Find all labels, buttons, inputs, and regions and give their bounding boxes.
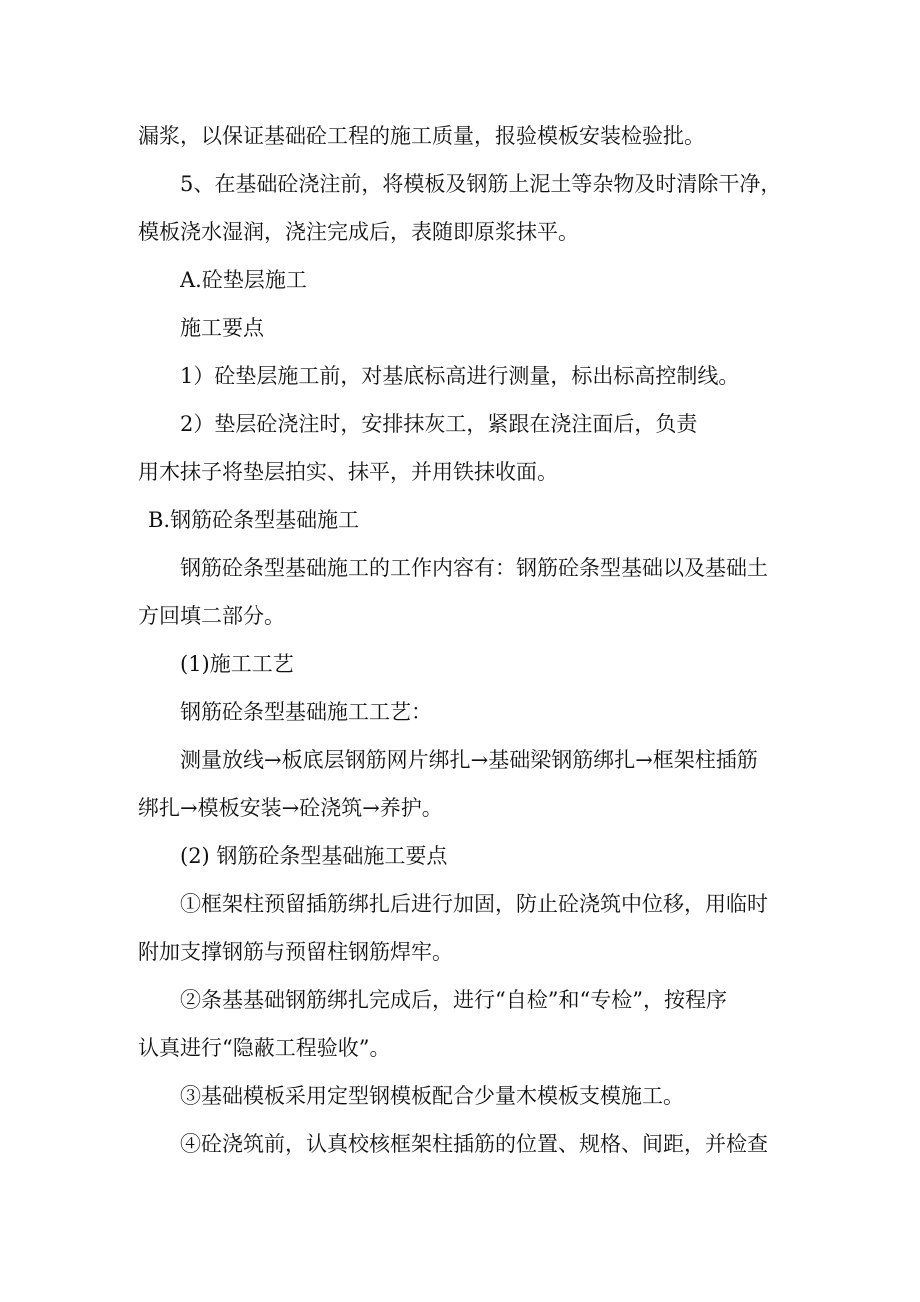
paragraph-line: 认真进行“隐蔽工程验收”。 xyxy=(138,1036,391,1060)
subsection-heading: (1)施工工艺 xyxy=(180,652,294,676)
list-item: 2）垫层砼浇注时，安排抹灰工，紧跟在浇注面后，负责 xyxy=(180,412,698,436)
list-item: ④砼浇筑前，认真校核框架柱插筋的位置、规格、间距，并检查 xyxy=(180,1132,768,1156)
subsection-heading: 施工要点 xyxy=(180,316,264,340)
section-heading: A.砼垫层施工 xyxy=(180,268,307,292)
list-item: ①框架柱预留插筋绑扎后进行加固，防止砼浇筑中位移，用临时 xyxy=(180,892,768,916)
list-item: 1）砼垫层施工前，对基底标高进行测量，标出标高控制线。 xyxy=(180,364,740,388)
paragraph-line: 用木抹子将垫层拍实、抹平，并用铁抹收面。 xyxy=(138,460,558,484)
paragraph-line: 5、在基础砼浇注前，将模板及钢筋上泥土等杂物及时清除干净， xyxy=(180,172,782,196)
paragraph-line: 附加支撑钢筋与预留柱钢筋焊牢。 xyxy=(138,940,453,964)
paragraph-line: 方回填二部分。 xyxy=(138,604,285,628)
paragraph-line: 钢筋砼条型基础施工的工作内容有：钢筋砼条型基础以及基础土 xyxy=(180,556,768,580)
process-flow-line: 测量放线→板底层钢筋网片绑扎→基础梁钢筋绑扎→框架柱插筋 xyxy=(180,748,758,772)
process-flow-line: 绑扎→模板安装→砼浇筑→养护。 xyxy=(138,796,443,820)
paragraph-line: 钢筋砼条型基础施工工艺： xyxy=(180,700,432,724)
list-item: ③基础模板采用定型钢模板配合少量木模板支模施工。 xyxy=(180,1084,684,1108)
paragraph-line: 模板浇水湿润，浇注完成后，表随即原浆抹平。 xyxy=(138,220,579,244)
subsection-heading: (2) 钢筋砼条型基础施工要点 xyxy=(180,844,448,868)
paragraph-line: 漏浆，以保证基础砼工程的施工质量，报验模板安装检验批。 xyxy=(138,124,705,148)
section-heading: B.钢筋砼条型基础施工 xyxy=(148,508,360,532)
list-item: ②条基基础钢筋绑扎完成后，进行“自检”和“专检”，按程序 xyxy=(180,988,727,1012)
